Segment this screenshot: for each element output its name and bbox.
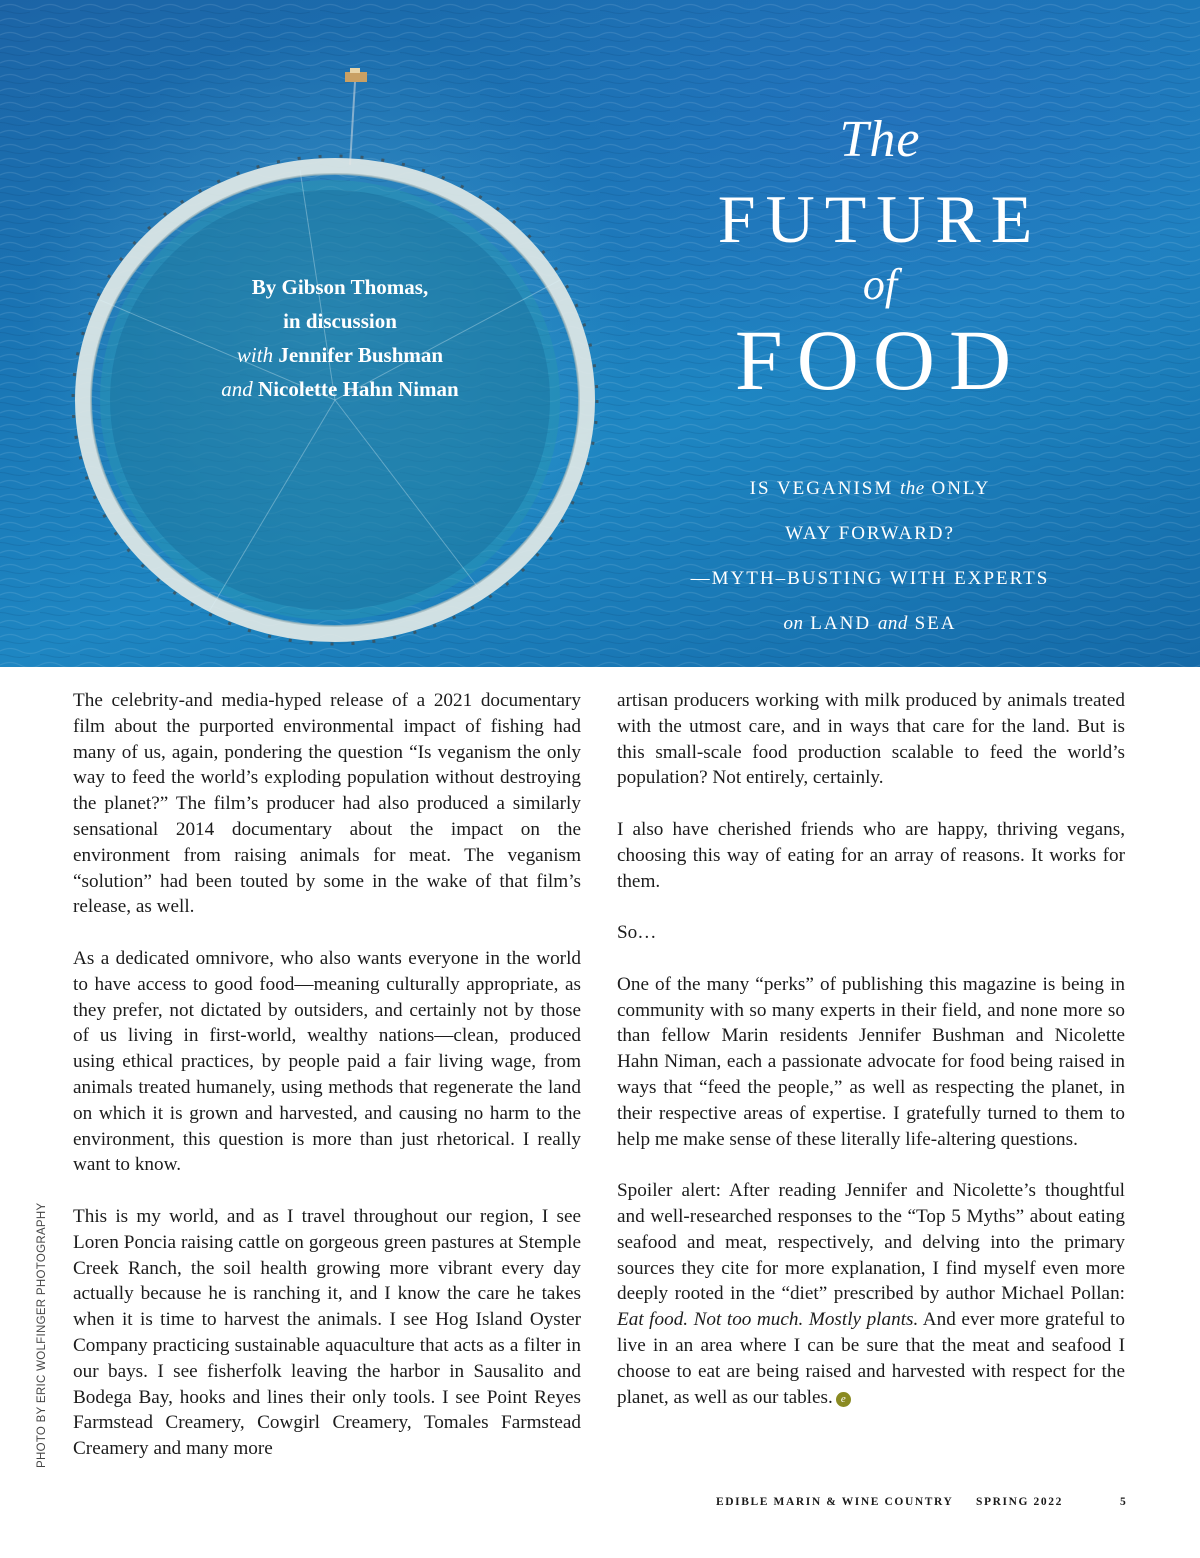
byline-contributor-1: with Jennifer Bushman [236,343,444,367]
footer-issue: SPRING 2022 [976,1496,1063,1508]
end-mark-icon: e [836,1392,851,1407]
footer-magazine-name: EDIBLE MARIN & WINE COUNTRY [716,1496,954,1508]
dek-line-1: IS VEGANISM the ONLY [749,478,991,499]
paragraph: artisan producers working with milk produced by animals treated with the utmost care, and in ways that care for the land. But is this small-scale food production scalable to feed the world’s population? Not entirely, certainly. [617,690,1125,789]
article-subtitle [640,466,1100,646]
article-column-left [73,688,581,1488]
paragraph: One of the many “perks” of publishing this magazine is being in community with so many experts in their field, and none more so than fellow Marin residents Jennifer Bushman and Nicolette Hahn Niman, each a passionate advocate for food being raised in ways that “feed the people,” as well as respecting the planet, in their respective areas of expertise. I gratefully turned to them to help me make sense of these literally life-altering questions. [617,973,1125,1150]
paragraph: This is my world, and as I travel throughout our region, I see Loren Poncia raising cattle on gorgeous green pastures at Stemple Creek Ranch, the soil health growing more vibrant every day actually because he is ranching it, and I know the care he takes when it is time to harvest the animals. I see Hog Island Oyster Company practicing sustainable aquaculture that acts as a filter in our bays. I see fisherfolk leaving the harbor in Sausalito and Bodega Bay, hooks and lines their only tools. I see Point Reyes Farmstead Creamery, Cowgirl Creamery, Tomales Farmstead Creamery and many more [73,1205,581,1460]
dek-line-3: —MYTH–BUSTING WITH EXPERTS [690,568,1050,589]
title-of: of [862,260,898,309]
paragraph-final: Spoiler alert: After reading Jennifer and Nicolette’s thoughtful and well-researched responses to the “Top 5 Myths” about eating seafood and meat, respectively, and delving into the primary sources they cite for more explanation, I find myself even more deeply rooted in the “diet” prescribed by author Michael Pollan: Eat food. Not too much. Mostly plants. And ever more grateful to live in an area where I can be sure that the meat and seafood I choose to eat are being raised and harvested with respect for the planet, as well as our tables. e [617,1180,1125,1408]
article-title [680,110,1080,412]
paragraph: I also have cherished friends who are happy, thriving vegans, choosing this way of eating for an array of reasons. It works for them. [617,818,1125,892]
byline-discussion: in discussion [283,309,397,333]
photo-credit: PHOTO BY ERIC WOLFINGER PHOTOGRAPHY [36,1202,48,1468]
title-the: The [839,111,921,168]
page-number: 5 [1120,1496,1128,1508]
paragraph: So… [617,922,657,944]
paragraph: As a dedicated omnivore, who also wants everyone in the world to have access to good food—meaning culturally appropriate, as they prefer, not dictated by outsiders, and certainly not by those of us living in first-world, wealthy nations—clean, produced using ethical practices, by people paid a fair living wage, from animals treated humanely, using methods that regenerate the land on which it is grown and harvested, and causing no harm to the environment, this question is more than just rhetorical. I really want to know. [73,947,581,1176]
paragraph: The celebrity-and media-hyped release of a 2021 documentary film about the purported environmental impact of fishing had many of us, again, pondering the question “Is veganism the only way to feed the world’s exploding population without destroying the planet?” The film’s producer had also produced a similarly sensational 2014 documentary about the impact on the environment from raising animals for meat. The veganism “solution” had been touted by some in the wake of that film’s release, as well. [73,690,581,918]
pollan-quote: Eat food. Not too much. Mostly plants. [617,1309,919,1331]
dek-line-2: WAY FORWARD? [785,523,955,544]
byline-author: By Gibson Thomas, [251,275,429,299]
article-column-right [617,688,1125,1436]
dek-line-4: on LAND and SEA [783,613,957,634]
hero-photo [0,0,1200,667]
title-future: FUTURE [717,181,1043,257]
byline-contributor-2: and Nicolette Hahn Niman [221,377,459,401]
title-food: FOOD [734,312,1026,408]
byline [190,270,490,406]
